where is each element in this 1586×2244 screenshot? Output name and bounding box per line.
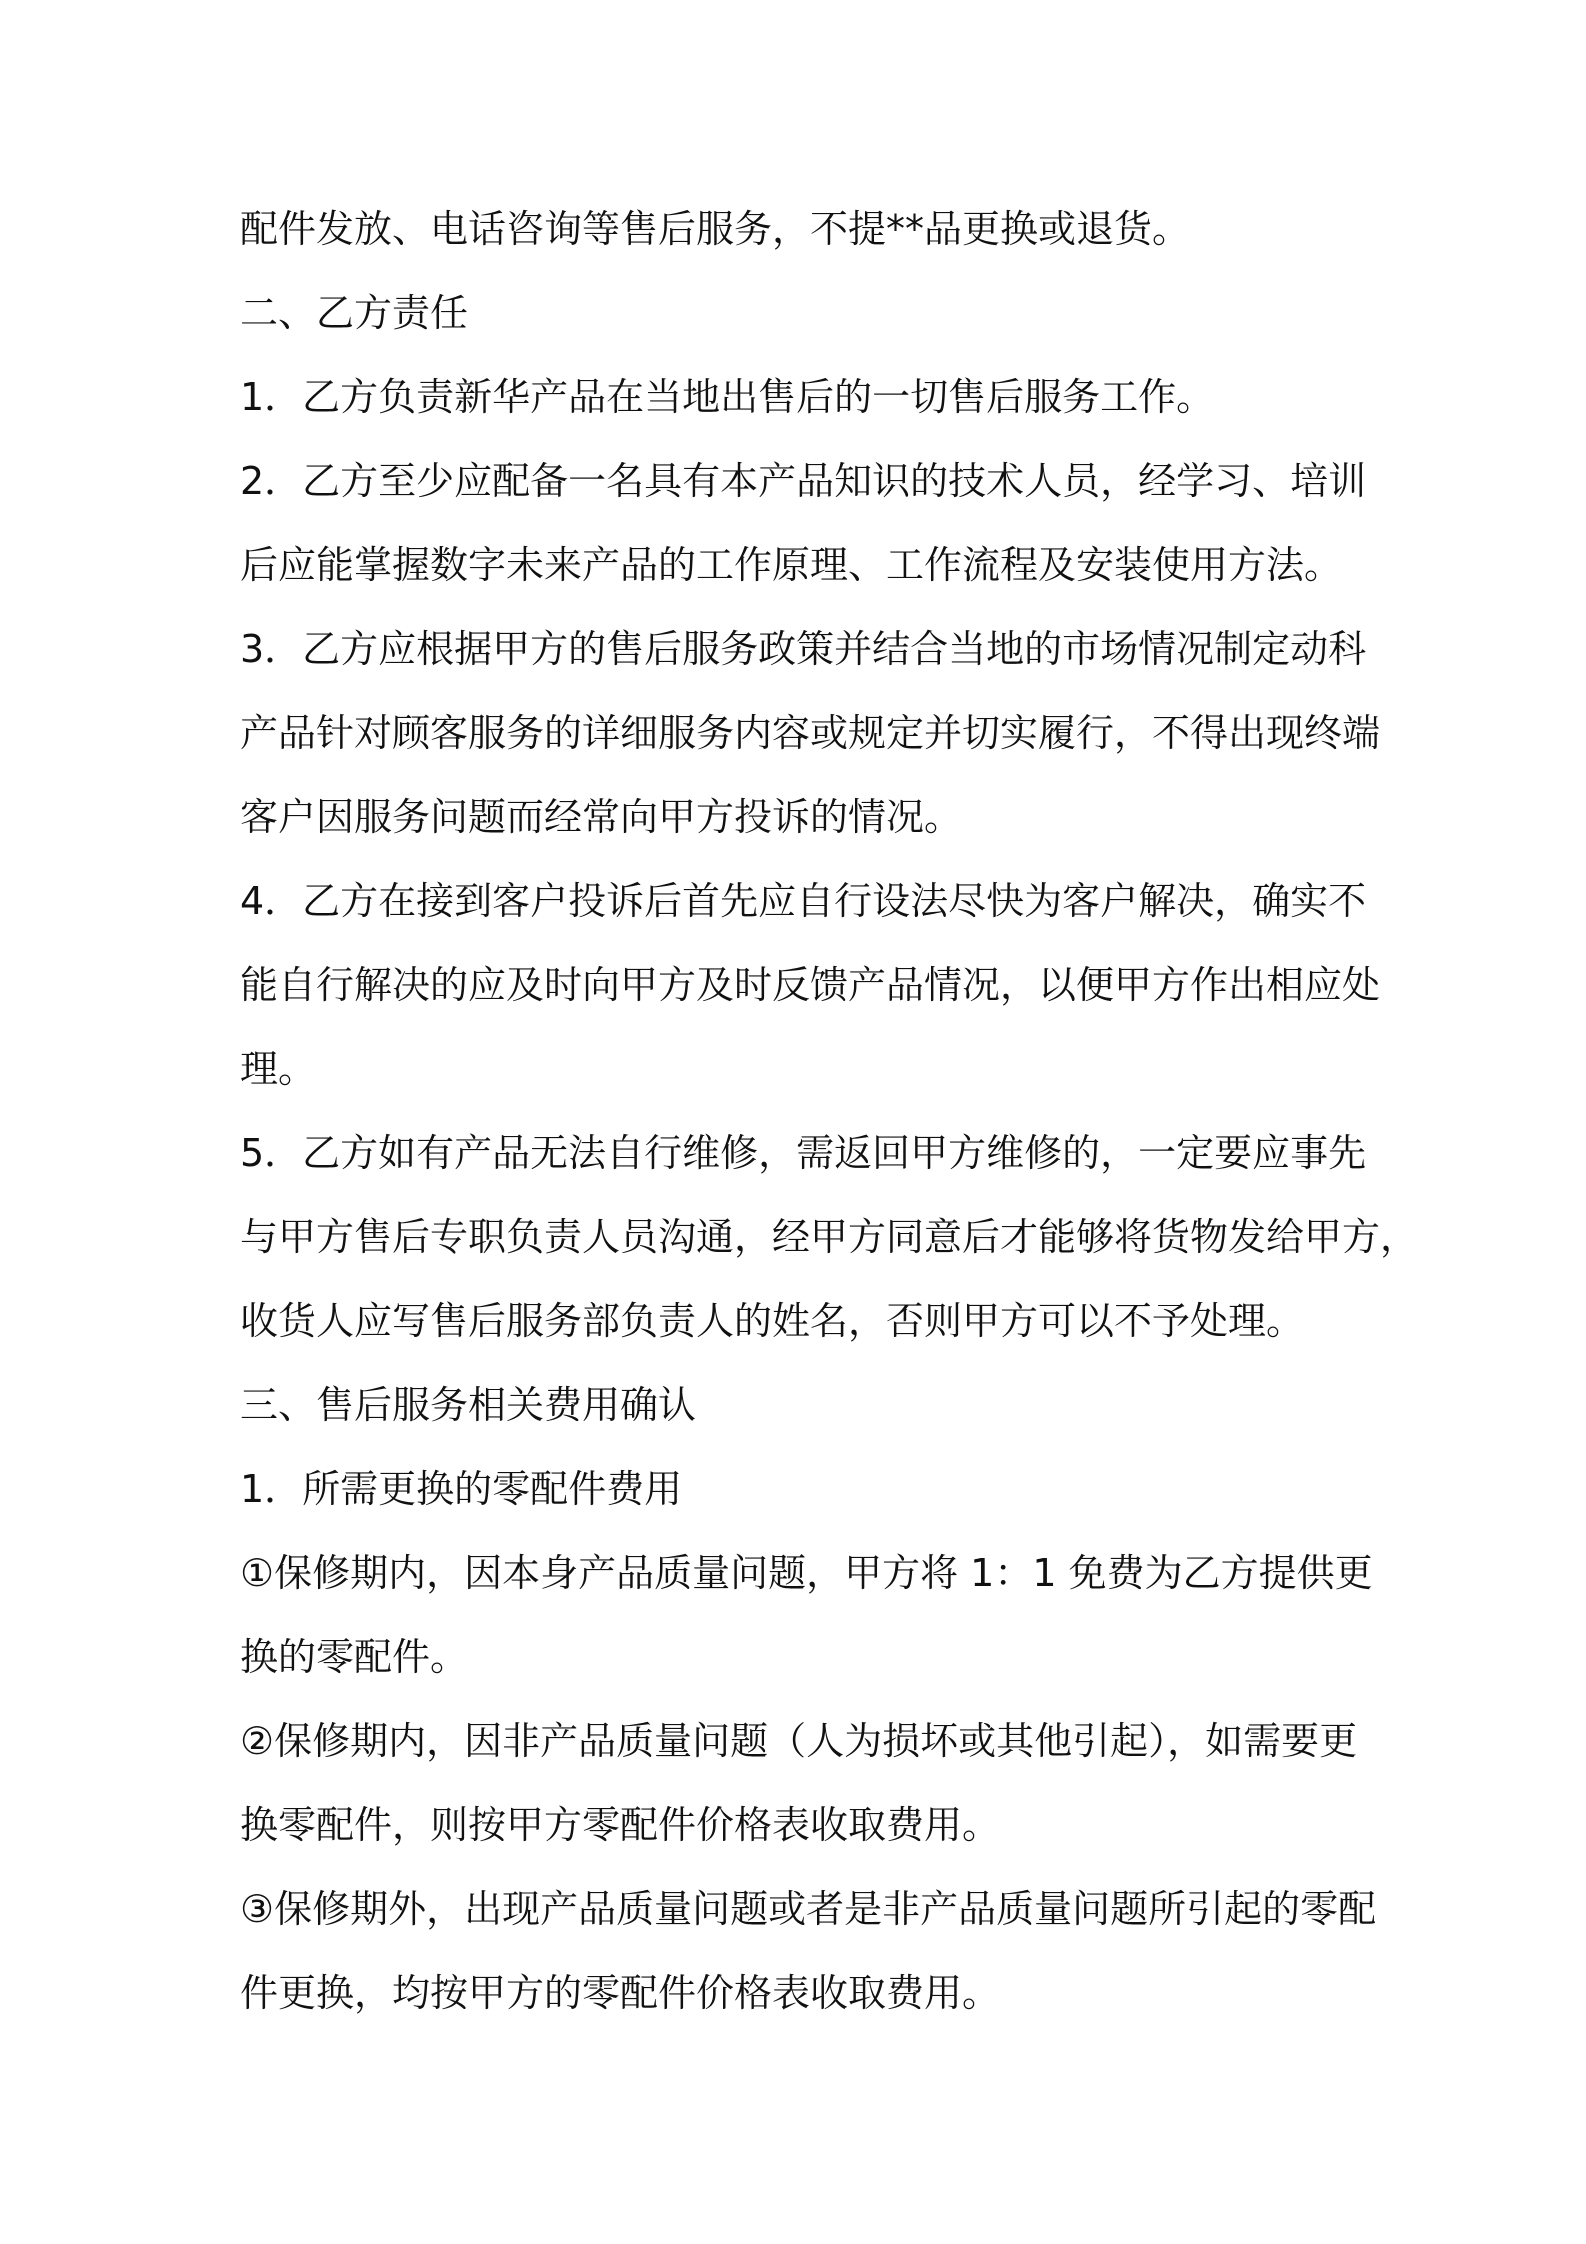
item-3-line-1: ③保修期外，出现产品质量问题或者是非产品质量问题所引起的零配 xyxy=(240,1887,1377,1931)
clause-2-line-1: 2．乙方至少应配备一名具有本产品知识的技术人员，经学习、培训 xyxy=(240,459,1367,503)
clause-3-line-3: 客户因服务问题而经常向甲方投诉的情况。 xyxy=(240,795,963,839)
clause-3-line-1: 3．乙方应根据甲方的售后服务政策并结合当地的市场情况制定动科 xyxy=(240,627,1367,671)
clause-5-line-2: 与甲方售后专职负责人员沟通，经甲方同意后才能够将货物发给甲方， xyxy=(240,1215,1419,1259)
heading-after-sales-costs: 三、售后服务相关费用确认 xyxy=(240,1383,697,1427)
heading-party-b-responsibilities: 二、乙方责任 xyxy=(240,291,469,335)
clause-4-line-3: 理。 xyxy=(240,1047,317,1091)
item-2-line-1: ②保修期内，因非产品质量问题（人为损坏或其他引起），如需要更 xyxy=(240,1719,1358,1763)
clause-4-line-2: 能自行解决的应及时向甲方及时反馈产品情况，以便甲方作出相应处 xyxy=(240,963,1381,1007)
item-3-line-2: 件更换，均按甲方的零配件价格表收取费用。 xyxy=(240,1971,1001,2015)
clause-3-line-2: 产品针对顾客服务的详细服务内容或规定并切实履行，不得出现终端 xyxy=(240,711,1381,755)
clause-5-line-3: 收货人应写售后服务部负责人的姓名，否则甲方可以不予处理。 xyxy=(240,1299,1305,1343)
item-1-line-1: ①保修期内，因本身产品质量问题，甲方将 1：1 免费为乙方提供更 xyxy=(240,1551,1373,1595)
clause-5-line-1: 5．乙方如有产品无法自行维修，需返回甲方维修的，一定要应事先 xyxy=(240,1131,1367,1175)
item-2-line-2: 换零配件，则按甲方零配件价格表收取费用。 xyxy=(240,1803,1001,1847)
clause-2-line-2: 后应能掌握数字未来产品的工作原理、工作流程及安装使用方法。 xyxy=(240,543,1343,587)
line-continuation-parts-distribution: 配件发放、电话咨询等售后服务，不提**品更换或退货。 xyxy=(240,207,1191,251)
clause-4-line-1: 4．乙方在接到客户投诉后首先应自行设法尽快为客户解决，确实不 xyxy=(240,879,1367,923)
item-1-line-2: 换的零配件。 xyxy=(240,1635,469,1679)
subheading-replacement-parts-costs: 1．所需更换的零配件费用 xyxy=(240,1467,683,1511)
clause-1: 1．乙方负责新华产品在当地出售后的一切售后服务工作。 xyxy=(240,375,1215,419)
